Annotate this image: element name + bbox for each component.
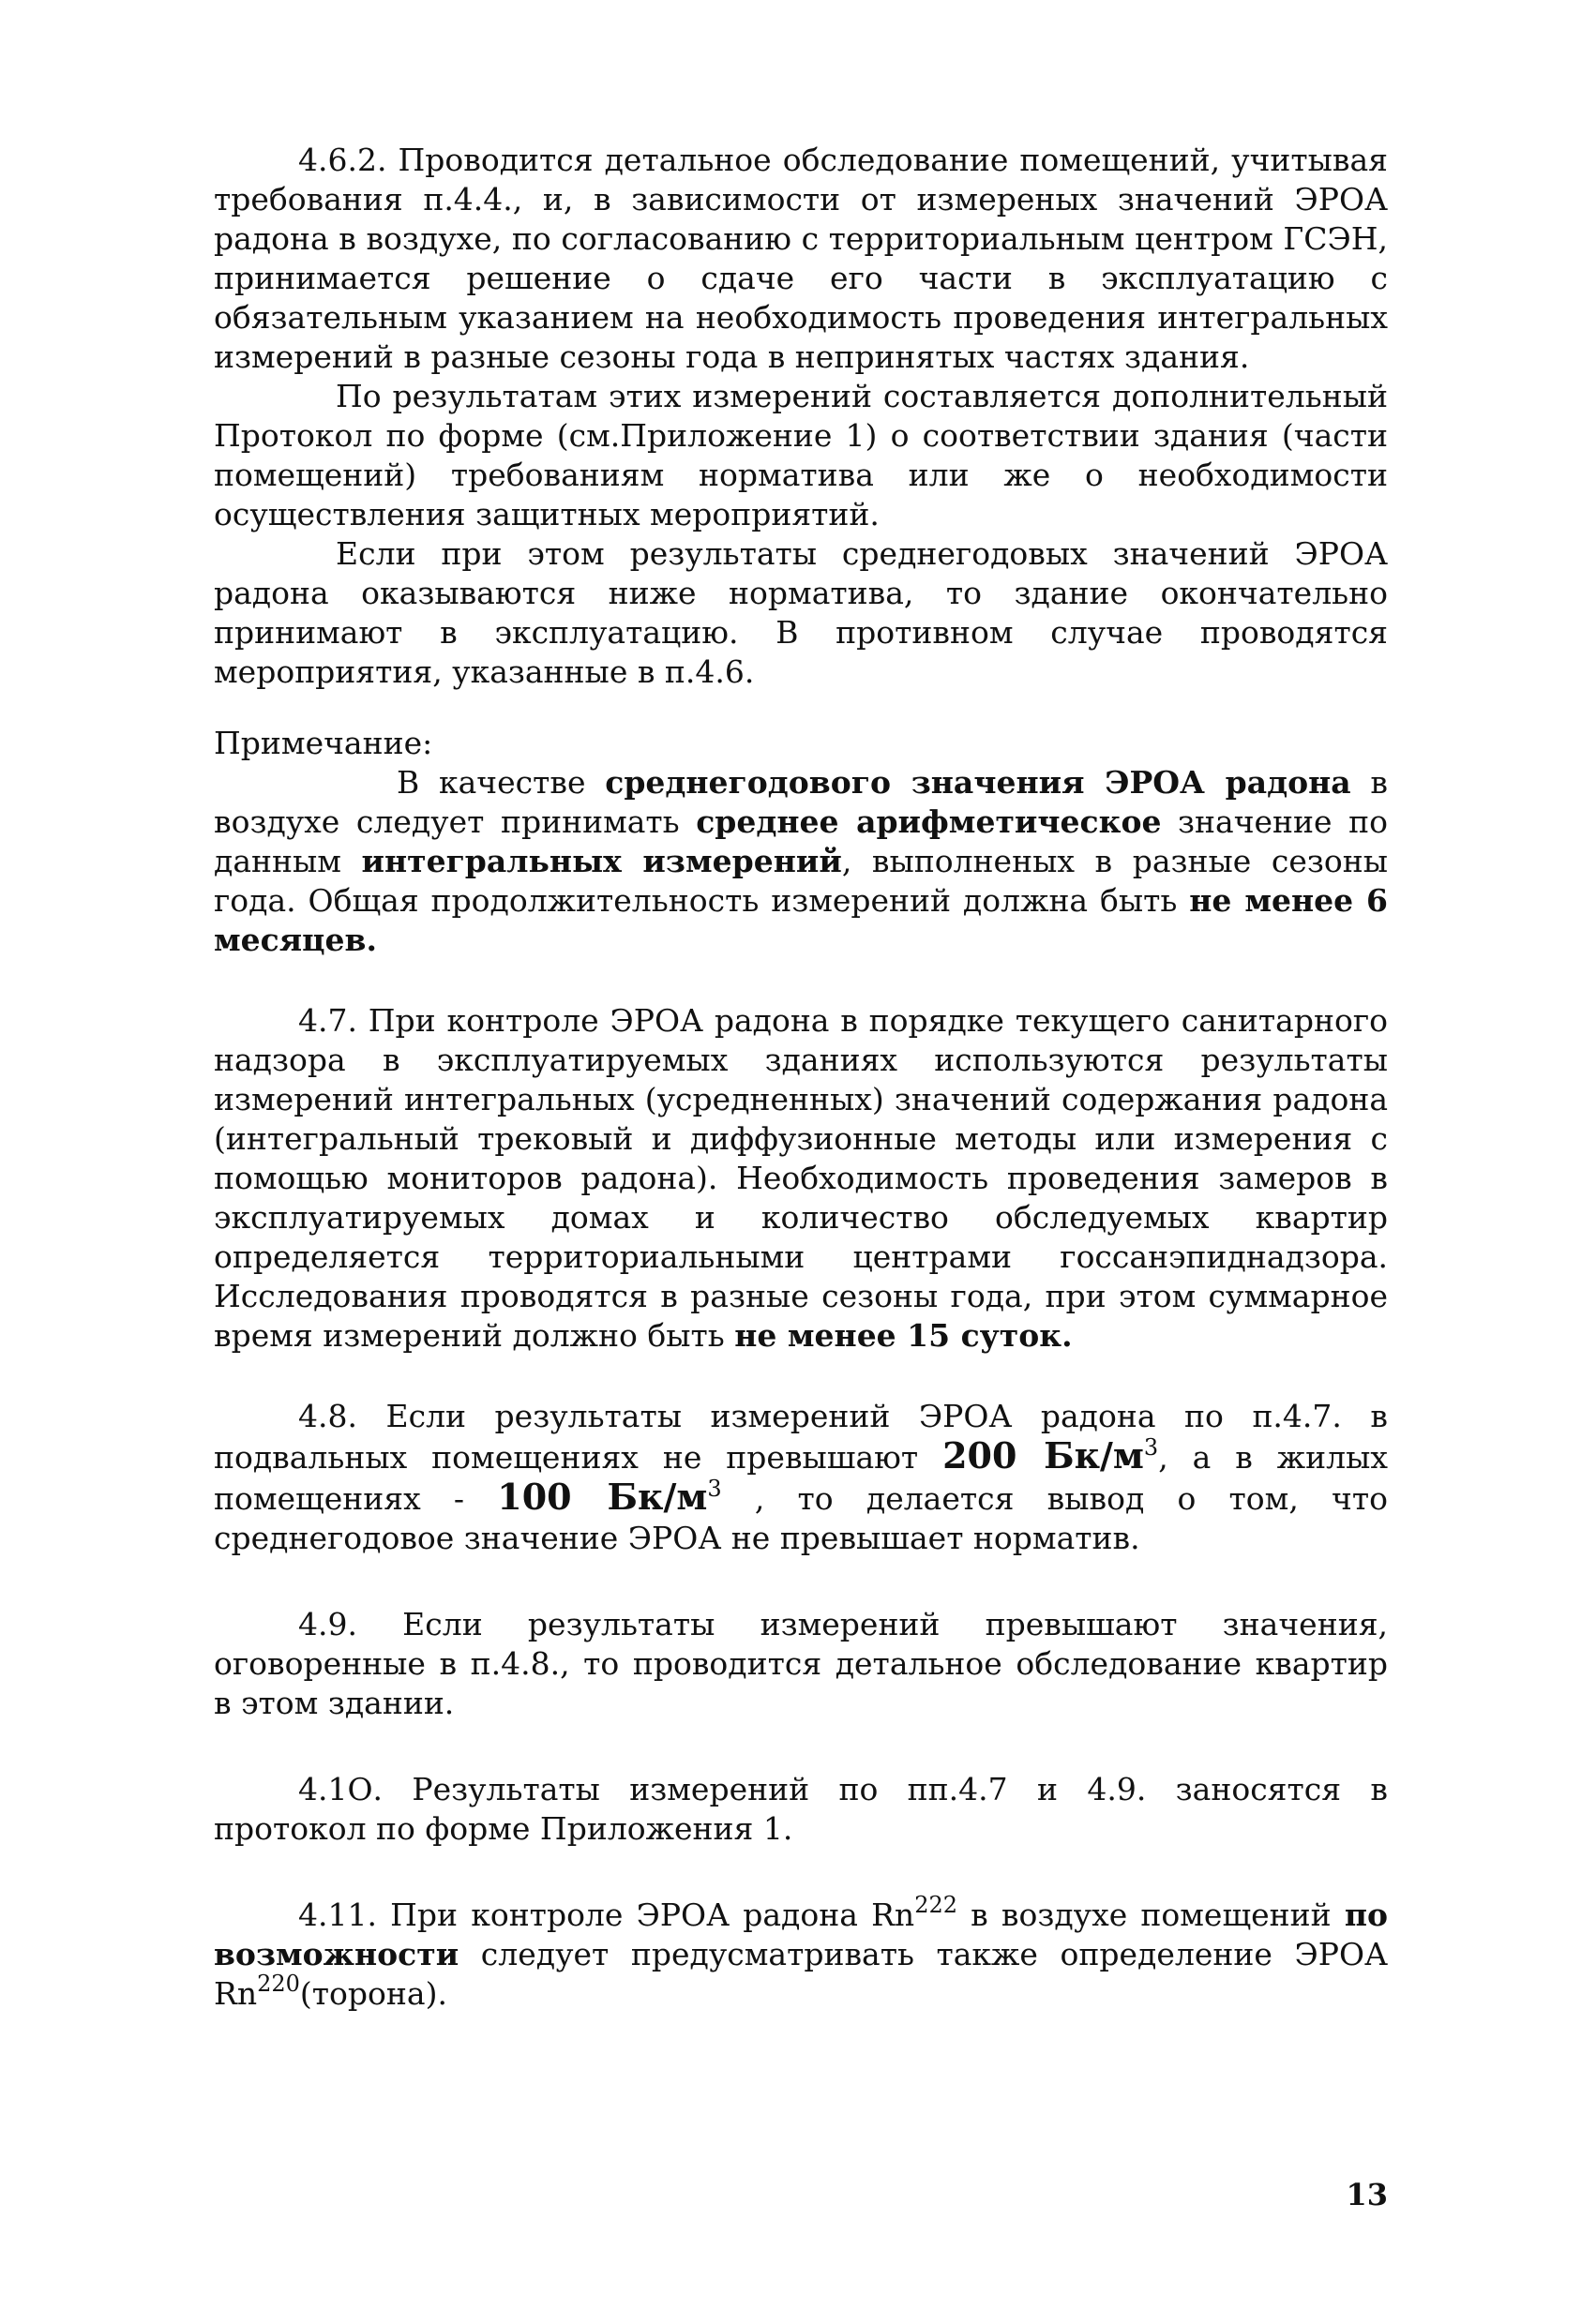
paragraph-4-11: 4.11. При контроле ЭРОА радона Rn$^{222}$ в воздухе помещений по возможности следует предусматривать также определение ЭРОА Rn$^{220}$(торона). [214,1892,1388,2012]
page-number: 13 [1346,2177,1388,2212]
paragraph-acceptance: Если при этом результаты среднегодовых значений ЭРОА радона оказываются ниже норматива, то здание окончательно принимают в эксплуатацию. В противном случае проводятся мероприятия, указанные в п.4.6. [214,535,1388,690]
paragraph-4-7: 4.7. При контроле ЭРОА радона в порядке текущего санитарного надзора в эксплуатируемых зданиях используются результаты измерений интегральных (усредненных) значений содержания радона (интегральный трековый и диффузионные методы или измерения с помощью мониторов радона). Необходимость проведения замеров в эксплуатируемых домах и количество обследуемых квартир определяется территориальными центрами госсанэпиднадзора. Исследования проводятся в разные сезоны года, при этом суммарное время измерений должно быть не менее 15 суток. [214,1002,1388,1354]
document-page [214,141,1388,2014]
paragraph-4-10: 4.1О. Результаты измерений по пп.4.7 и 4.9. заносятся в протокол по форме Приложения 1. [214,1771,1388,1847]
paragraph-4-6-2: 4.6.2. Проводится детальное обследование помещений, учитывая требования п.4.4., и, в зависимости от измереных значений ЭРОА радона в воздухе, по согласованию с территориальным центром ГСЭН, принимается решение о сдаче его части в эксплуатацию с обязательным указанием на необходимость проведения интегральных измерений в разные сезоны года в непринятых частях здания. [214,142,1388,375]
note-title: Примечание: [214,725,433,761]
residential-limit-value: 100 Бк/м [497,1476,708,1518]
paragraph-4-9: 4.9. Если результаты измерений превышают значения, оговоренные в п.4.8., то проводится детальное обследование квартир в этом здании. [214,1606,1388,1721]
note-text: В качестве среднегодового значения ЭРОА радона в воздухе следует принимать среднее арифметическое значение по данным интегральных измерений, выполненых в разные сезоны года. Общая продолжительность измерений должна быть не менее 6 месяцев. [214,764,1389,958]
basement-limit-value: 200 Бк/м [942,1434,1144,1477]
paragraph-protocol: По результатам этих измерений составляется дополнительный Протокол по форме (см.Приложение 1) о соответствии здания (части помещений) требованиям норматива или же о необходимости осуществления защитных мероприятий. [214,378,1388,532]
paragraph-4-8: 4.8. Если результаты измерений ЭРОА радона по п.4.7. в подвальных помещениях не превышают 200 $Бк/м^3$, а в жилых помещениях - 100 $Бк/м^3$ , то делается вывод о том, что среднегодовое значение ЭРОА не превышает норматив. [214,1398,1388,1556]
